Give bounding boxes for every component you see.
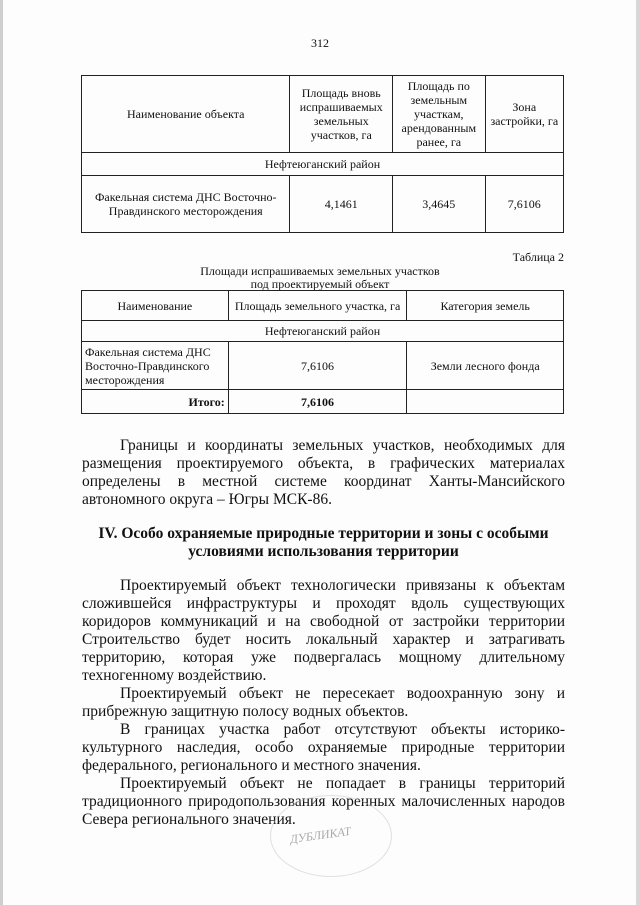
- header-category: Категория земель: [407, 291, 564, 321]
- table-2-title: [160, 265, 480, 291]
- section-heading-line-1: IV. Особо охраняемые природные территории и зоны с особыми: [98, 525, 549, 542]
- new-area-cell: 4,1461: [290, 176, 393, 233]
- paragraph-indigenous-lands: Проектируемый объект не попадает в границы территорий традиционного природопользования коренных малочисленных народов Севера регионального значения.: [82, 775, 565, 828]
- total-row: [82, 390, 564, 414]
- paragraph-cultural-heritage: В границах участка работ отсутствуют объекты историко-культурного наследия, особо охраняемые природные территории федерального, регионального и местного значения.: [82, 721, 565, 774]
- leased-area-cell: 3,4645: [393, 176, 486, 233]
- total-empty-cell: [407, 390, 564, 414]
- header-name: Наименование: [82, 291, 229, 321]
- paragraph-infrastructure: Проектируемый объект технологически привязаны к объектам сложившейся инфраструктуры и проходят вдоль существующих коридоров коммуникаций и на свободной от застройки территории Строительство будет носить локальный характер и затрагивать территорию, которая уже подвергалась мощному длительному техногенному воздействию.: [82, 577, 565, 684]
- boundaries-text: Границы и координаты земельных участков, необходимых для размещения проектируемого объекта, в графических материалах определены в местной системе координат Ханты-Мансийского автономного округа – Югры МСК-86.: [82, 437, 565, 508]
- table-2-title-line-1: Площади испрашиваемых земельных участков: [200, 264, 440, 278]
- object-name-cell: Факельная система ДНС Восточно-Правдинского месторождения: [82, 176, 290, 233]
- district-row: [82, 153, 564, 176]
- scan-edge-right: [636, 0, 640, 905]
- object-name-cell: Факельная система ДНС Восточно-Правдинского месторождения: [82, 342, 229, 390]
- scan-edge-left: [0, 0, 3, 905]
- zone-cell: 7,6106: [485, 176, 563, 233]
- district-name: Нефтеюганский район: [82, 321, 564, 342]
- header-building-zone: Зона застройки, га: [485, 76, 563, 153]
- boundaries-paragraph: [82, 437, 565, 509]
- district-row: [82, 321, 564, 342]
- section-heading-line-2: условиями использования территории: [188, 543, 459, 560]
- header-leased-area: Площадь по земельным участкам, арендованным ранее, га: [393, 76, 486, 153]
- page-number: 312: [311, 36, 329, 50]
- category-cell: Земли лесного фонда: [407, 342, 564, 390]
- land-area-table-1: [81, 75, 564, 233]
- table-row: [82, 176, 564, 233]
- stamp-text: ДУБЛИКАТ: [289, 823, 352, 847]
- total-label: Итого:: [82, 390, 229, 414]
- table-2-title-line-2: под проектируемый объект: [250, 277, 390, 291]
- table-2-label: Таблица 2: [512, 250, 564, 264]
- header-new-area: Площадь вновь испрашиваемых земельных участков, га: [290, 76, 393, 153]
- section-body: [82, 577, 565, 829]
- total-value: 7,6106: [228, 390, 407, 414]
- area-cell: 7,6106: [228, 342, 407, 390]
- paragraph-water-zone: Проектируемый объект не пересекает водоохранную зону и прибрежную защитную полосу водных объектов.: [82, 685, 565, 720]
- table-row: [82, 342, 564, 390]
- section-heading: [82, 525, 565, 561]
- header-object-name: Наименование объекта: [82, 76, 290, 153]
- table-header-row: [82, 76, 564, 153]
- district-name: Нефтеюганский район: [82, 153, 564, 176]
- header-area: Площадь земельного участка, га: [228, 291, 407, 321]
- table-header-row: [82, 291, 564, 321]
- land-area-table-2: [81, 290, 564, 414]
